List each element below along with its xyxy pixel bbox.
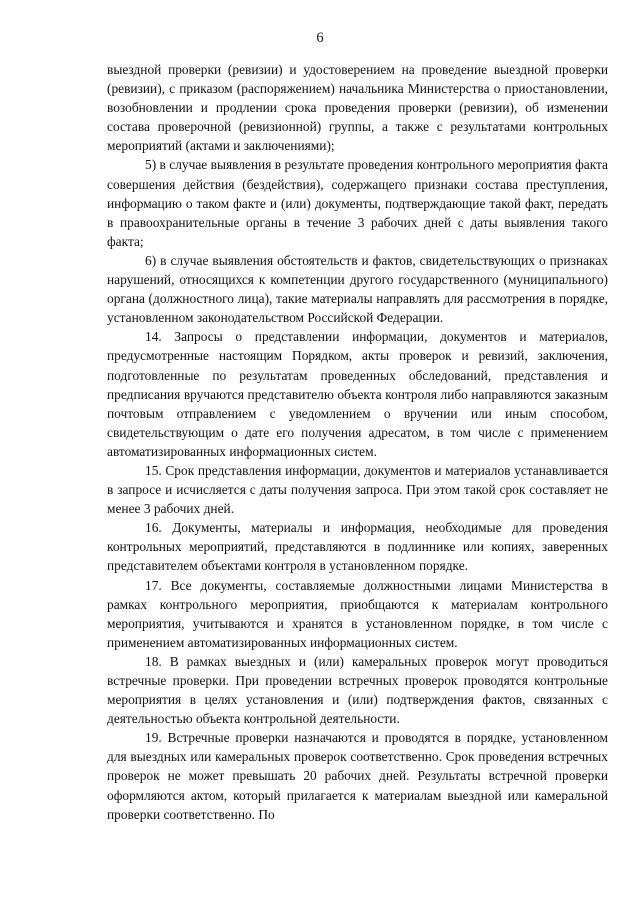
page-number: 6 xyxy=(316,30,324,46)
paragraph-item-6: 6) в случае выявления обстоятельств и фактов, свидетельствующих о признаках нарушений, относящихся к компетенции другого государственного (муниципального) органа (должностного лица), такие материалы направлять для рассмотрения в порядке, установленном законодательством Российской Федерации. xyxy=(107,252,608,326)
paragraph-19: 19. Встречные проверки назначаются и проводятся в порядке, установленном для выездных или камеральных проверок соответственно. Срок проведения встречных проверок не может превышать 20 рабочих дней. Результаты встречной проверки оформляются актом, который прилагается к материалам выездной или камеральной проверки соответственно. По xyxy=(107,730,608,822)
paragraph-15: 15. Срок представления информации, документов и материалов устанавливается в запросе и исчисляется с даты получения запроса. При этом такой срок составляет не менее 3 рабочих дней. xyxy=(107,462,608,517)
paragraph-14: 14. Запросы о представлении информации, документов и материалов, предусмотренные настоящим Порядком, акты проверок и ревизий, заключения, подготовленные по результатам проведенных обследований, представления и предписания вручаются представителю объекта контроля либо направляются заказным почтовым отправлением с уведомлением о вручении или иным способом, свидетельствующим о дате его получения адресатом, в том числе с применением автоматизированных информационных систем. xyxy=(107,329,608,459)
paragraph-item-5: 5) в случае выявления в результате проведения контрольного мероприятия факта совершения действия (бездействия), содержащего признаки состава преступления, информацию о таком факте и (или) документы, подтверждающие такой факт, передать в правоохранительные органы в течение 3 рабочих дней с даты выявления такого факта; xyxy=(107,157,608,249)
paragraph-16: 16. Документы, материалы и информация, необходимые для проведения контрольных мероприятий, представляются в подлиннике или копиях, заверенных представителем объектами контроля в установленном порядке. xyxy=(107,520,608,574)
paragraph-17: 17. Все документы, составляемые должностными лицами Министерства в рамках контрольного мероприятия, приобщаются к материалам контрольного мероприятия, учитываются и хранятся в установленном порядке, в том числе с применением автоматизированных информационных систем. xyxy=(107,577,608,650)
paragraph-continuation: выездной проверки (ревизии) и удостоверением на проведение выездной проверки (ревизии), с приказом (распоряжением) начальника Министерства о приостановлении, возобновлении и продлении срока проведения проверки (ревизии), об изменении состава проверочной (ревизионной) группы, а также с результатами контрольных мероприятий (актами и заключениями); xyxy=(107,62,608,154)
document-body xyxy=(107,60,608,824)
paragraph-18: 18. В рамках выездных и (или) камеральных проверок могут проводиться встречные проверки. При проведении встречных проверок проводятся контрольные мероприятия в целях установления и (или) подтверждения фактов, связанных с деятельностью объекта контрольной деятельности. xyxy=(107,653,608,727)
